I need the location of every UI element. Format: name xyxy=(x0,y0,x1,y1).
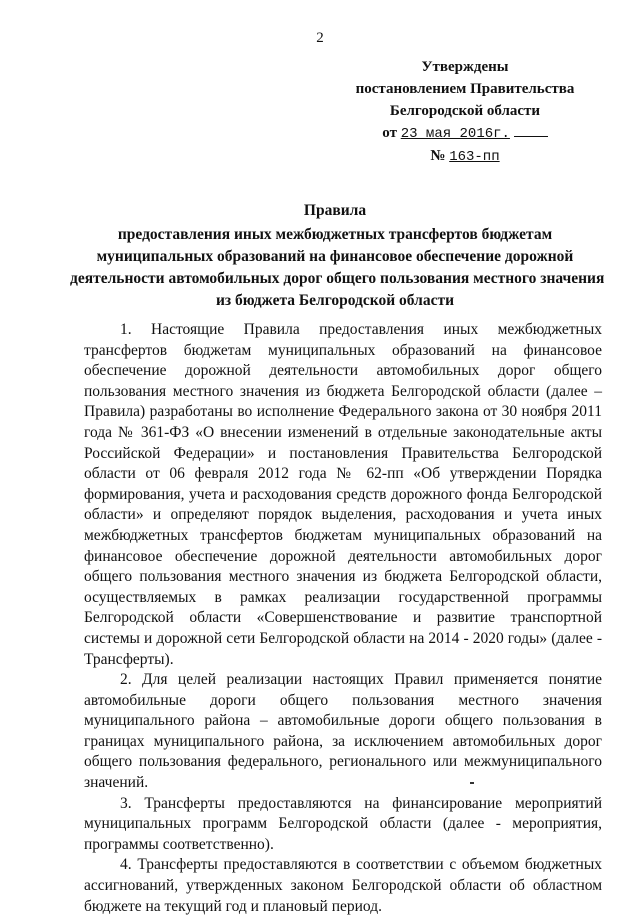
approval-number-value: 163-пп xyxy=(449,149,500,165)
approval-number-line xyxy=(330,145,600,168)
title-line-3: деятельности автомобильных дорог общего пользования местного значения xyxy=(70,270,605,287)
paragraph-1: 1. Настоящие Правила предоставления иных межбюджетных трансфертов бюджетам муниципальных образований на финансовое обеспечение дорожной деятельности автомобильных дорог общего пользования местного значения из бюджета Белгородской области (далее – Правила) разработаны во исполнение Федерального закона от 30 ноября 2011 года № 361-ФЗ «О внесении изменений в отдельные законодательные акты Российской Федерации» и постановления Правительства Белгородской области от 06 февраля 2012 года № 62-пп «Об утверждении Порядка формирования, учета и расходования средств дорожного фонда Белгородской области» и определяют порядок выделения, расходования и учета иных межбюджетных трансфертов бюджетам муниципальных образований на финансовое обеспечение дорожной деятельности автомобильных дорог общего пользования местного значения из бюджета Белгородской области, осуществляемых в рамках реализации государственной программы Белгородской области «Совершенствование и развитие транспортной системы и дорожной сети Белгородской области на 2014 - 2020 годы» (далее - Трансферты). xyxy=(84,321,602,668)
approval-line-decree: постановлением Правительства xyxy=(355,81,575,97)
approval-number-prefix: № xyxy=(430,148,446,164)
document-title xyxy=(70,200,605,312)
approval-stamp xyxy=(330,56,600,168)
approval-date-underline xyxy=(514,124,548,137)
paragraph-2: 2. Для целей реализации настоящих Правил применяется понятие автомобильные дороги общего пользования местного значения муниципального района – автомобильные дороги общего пользования в границах муниципального района, за исключением автомобильных дорог общего пользования федерального, регионального или межмуниципального значений. xyxy=(84,671,602,792)
paragraph-3: 3. Трансферты предоставляются на финансирование мероприятий муниципальных программ Белгородской области (далее - мероприятия, программы соответственно). xyxy=(84,794,602,853)
scan-artifact-mark xyxy=(470,782,474,784)
title-line-4: из бюджета Белгородской области xyxy=(215,292,455,309)
title-main: Правила xyxy=(303,202,367,219)
title-line-2: муниципальных образований на финансовое обеспечение дорожной xyxy=(96,248,574,265)
approval-date-line xyxy=(330,122,600,145)
approval-date-value: 23 мая 2016г. xyxy=(400,126,510,142)
page-number: 2 xyxy=(316,30,324,46)
paragraph-4: 4. Трансферты предоставляются в соответствии с объемом бюджетных ассигнований, утвержденных законом Белгородской области об областном бюджете на текущий год и плановый период. xyxy=(84,856,602,915)
document-body xyxy=(84,320,602,917)
approval-line-approved: Утверждены xyxy=(421,59,509,75)
approval-date-prefix: от xyxy=(382,125,397,141)
approval-line-region: Белгородской области xyxy=(389,103,541,119)
title-line-1: предоставления иных межбюджетных трансфертов бюджетам xyxy=(117,226,553,243)
